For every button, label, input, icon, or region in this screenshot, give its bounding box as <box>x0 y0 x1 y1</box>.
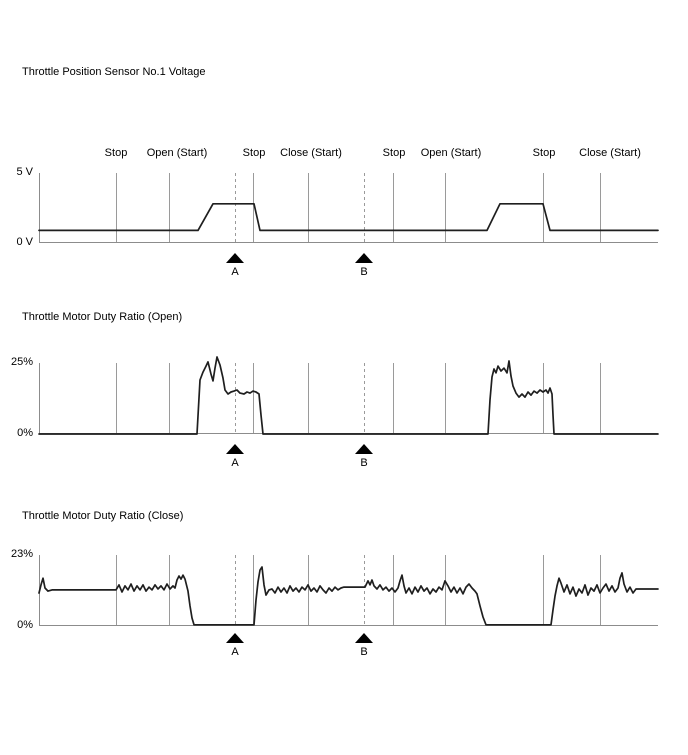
cursor-label-a: A <box>231 457 239 469</box>
cursor-triangle-icon-a <box>226 253 244 263</box>
event-label: Stop <box>242 147 266 159</box>
cursor-triangle-icon-a <box>226 444 244 454</box>
event-label: Open (Start) <box>420 147 482 159</box>
cursor-triangle-icon-a <box>226 633 244 643</box>
cursor-label-b: B <box>360 457 368 469</box>
event-label: Stop <box>382 147 406 159</box>
cursor-triangle-icon-b <box>355 633 373 643</box>
cursor-label-b: B <box>360 266 368 278</box>
chart3-ymin-label: 0% <box>17 619 33 631</box>
cursor-label-a: A <box>231 266 239 278</box>
waveform-path <box>39 204 658 231</box>
chart1-plot <box>39 173 658 243</box>
chart2-title: Throttle Motor Duty Ratio (Open) <box>22 311 183 323</box>
chart3-ymax-label: 23% <box>10 548 33 560</box>
event-label: Close (Start) <box>579 147 641 159</box>
event-label: Stop <box>532 147 556 159</box>
chart3-title: Throttle Motor Duty Ratio (Close) <box>22 510 184 522</box>
chart1-title: Throttle Position Sensor No.1 Voltage <box>22 66 206 78</box>
event-label: Stop <box>104 147 128 159</box>
chart2-plot <box>39 363 658 434</box>
chart1-ymax-label: 5 V <box>16 166 33 178</box>
chart1-ymin-label: 0 V <box>16 236 33 248</box>
event-label: Open (Start) <box>146 147 208 159</box>
chart2-ymin-label: 0% <box>17 427 33 439</box>
waveform-path <box>39 567 658 625</box>
event-label: Close (Start) <box>280 147 342 159</box>
cursor-label-a: A <box>231 646 239 658</box>
chart2-ymax-label: 25% <box>10 356 33 368</box>
cursor-triangle-icon-b <box>355 444 373 454</box>
chart3-plot <box>39 555 658 626</box>
cursor-triangle-icon-b <box>355 253 373 263</box>
cursor-label-b: B <box>360 646 368 658</box>
waveform-path <box>39 357 658 434</box>
